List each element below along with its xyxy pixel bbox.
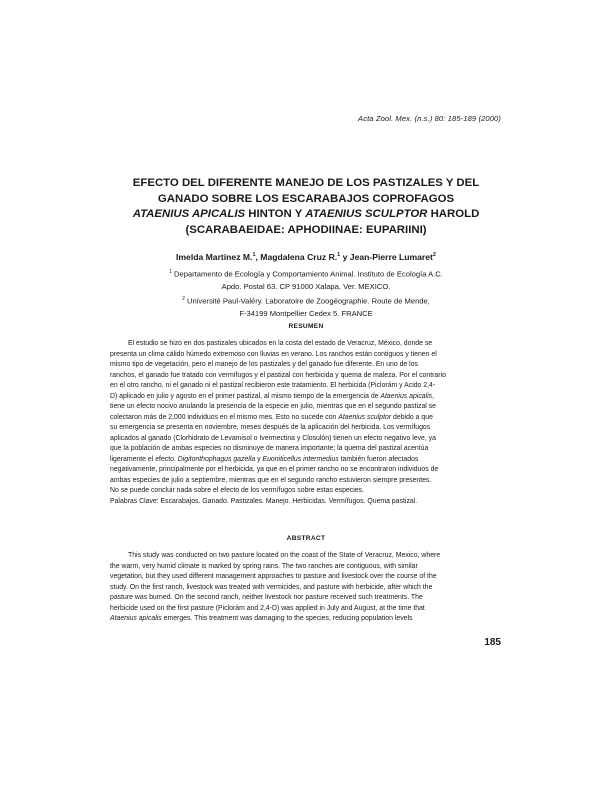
species-name: ATAENIUS APICALIS (132, 208, 246, 221)
title-line: GANADO SOBRE LOS ESCARABAJOS COPROFAGOS (157, 192, 455, 205)
title-line (110, 207, 502, 223)
author-list (110, 252, 502, 262)
author-name: Imelda Martínez M. (176, 252, 253, 262)
affiliation-text: Université Paul-Valéry. Laboratoire de Zoogéographie. Route de Mende, (184, 296, 430, 306)
paper-title (110, 176, 502, 238)
resumen-line: El estudio se hizo en dos pastizales ubicados en la costa del estado de Veracruz, México, donde se (128, 340, 433, 347)
resumen-line: negativamente, principalmente por el herbicida, ya que en el primer rancho no se encontraron individuos de (110, 466, 439, 473)
resumen-line: colectaron más de 2,000 individuos en el mismo mes. Esto no sucede con Ataenius sculptor debido a que (110, 413, 433, 421)
page-number: 185 (484, 637, 501, 648)
keywords: Palabras Clave: Escarabajos. Ganado. Pastizales. Manejo. Herbicidas. Vermífugos. Quema pastizal. (110, 497, 418, 505)
author-name: Magdalena Cruz R. (260, 252, 338, 262)
resumen-line: tiene un efecto nocivo anulando la presencia de la especie en julio, mientras que en el segundo pastizal se (110, 403, 436, 410)
author-separator: , (255, 252, 261, 262)
resumen-line: en el otro rancho, ni el ganado ni el pastizal recibieron este tratamiento. El herbicida (Piclorám y Acido 2,4- (110, 382, 436, 389)
abstract-line: This study was conducted on two pasture located on the coast of the State of Veracruz, Mexico, where (128, 552, 441, 559)
title-fragment: HAROLD (427, 208, 480, 221)
resumen-line: ligeramente el efecto. Digitonthophagus gazella y Euoniticellus intermedius también fueron afectados (110, 455, 419, 463)
author-separator: y (340, 252, 350, 262)
abstract-line: Ataenius apicalis emerges. This treatment was damaging to the species, reducing population levels (110, 615, 413, 622)
affiliations (110, 266, 502, 321)
species-name: ATAENIUS SCULPTOR (305, 208, 428, 221)
resumen-heading: RESUMEN (288, 323, 324, 330)
affiliation-marker: 1 (252, 252, 256, 259)
author-name: Jean-Pierre Lumaret (349, 252, 433, 262)
affiliation-line (110, 293, 502, 308)
resumen-line: su emergencia se presenta en noviembre, meses después de la aplicación del herbicida. Los vermífugos (110, 424, 431, 431)
affiliation-line: Apdo. Postal 63. CP 91000 Xalapa, Ver. MEXICO. (221, 281, 391, 291)
resumen-line: mismo tipo de vegetación, pero el manejo de los pastizales y del ganado fue diferente. En uno de los (110, 361, 418, 368)
abstract-line: study. On the first ranch, livestock was treated with vermicides, and pasture with herbicide, after which the (110, 583, 433, 591)
resumen-line: ranchos, el ganado fue tratado con vermífugos y el pastizal con herbicida y quema de maleza. Por el contrario (110, 371, 446, 379)
resumen-line: aplicados al ganado (Clorhidrato de Levamisol o Ivermectina y Closulón) tienen un efecto negativo leve, ya (110, 434, 436, 442)
resumen-line: No se puede concluir nada sobre el efecto de los vermífugos sobre estas especies. (110, 487, 364, 494)
abstract-line: herbicide used on the first pasture (Piclorám and 2,4-D) was applied in July and August, at the time that (110, 604, 425, 612)
affiliation-marker: 1 (337, 252, 341, 259)
resumen-body (110, 339, 502, 507)
abstract-line: pasture was burned. On the second ranch, neither livestock nor pasture received such treatments. The (110, 594, 423, 601)
affiliation-text: Departamento de Ecología y Comportamiento Animal. Instituto de Ecología A.C. (171, 269, 443, 279)
resumen-line: ambas especies de julio a septiembre, mientras que en el segundo rancho estuvieron siempre presentes. (110, 476, 432, 484)
affiliation-marker: 2 (182, 296, 185, 303)
journal-citation: Acta Zool. Mex. (n.s.) 80: 185-189 (2000) (358, 114, 501, 123)
abstract-line: vegetation, but they used different management approaches to pasture and livestock over the course of the (110, 573, 437, 580)
affiliation-marker: 1 (169, 269, 172, 275)
abstract-body (110, 551, 502, 625)
resumen-line: presenta un clima cálido húmedo extremoso con lluvias en verano. Los ranchos están contiguos y tienen el (110, 350, 437, 358)
resumen-line: D) aplicado en julio y agosto en el primer pastizal, al mismo tiempo de la emergencia de Ataenius apicalis, (110, 392, 435, 400)
title-fragment: HINTON Y (245, 208, 306, 221)
abstract-line: the warm, very humid climate is marked by spring rains. The two ranches are contiguous, with similar (110, 562, 418, 570)
affiliation-line: F-34199 Montpellier Cedex 5. FRANCE (239, 309, 373, 319)
title-line: EFECTO DEL DIFERENTE MANEJO DE LOS PASTIZALES Y DEL (132, 177, 480, 189)
abstract-heading: ABSTRACT (286, 535, 326, 542)
affiliation-marker: 2 (432, 252, 436, 259)
affiliation-line (110, 266, 502, 281)
title-line: (SCARABAEIDAE: APHODIINAE: EUPARIINI) (185, 223, 427, 236)
resumen-line: que la población de ambas especies no disminuye de manera importante; la quema del pastizal acentúa (110, 445, 429, 452)
